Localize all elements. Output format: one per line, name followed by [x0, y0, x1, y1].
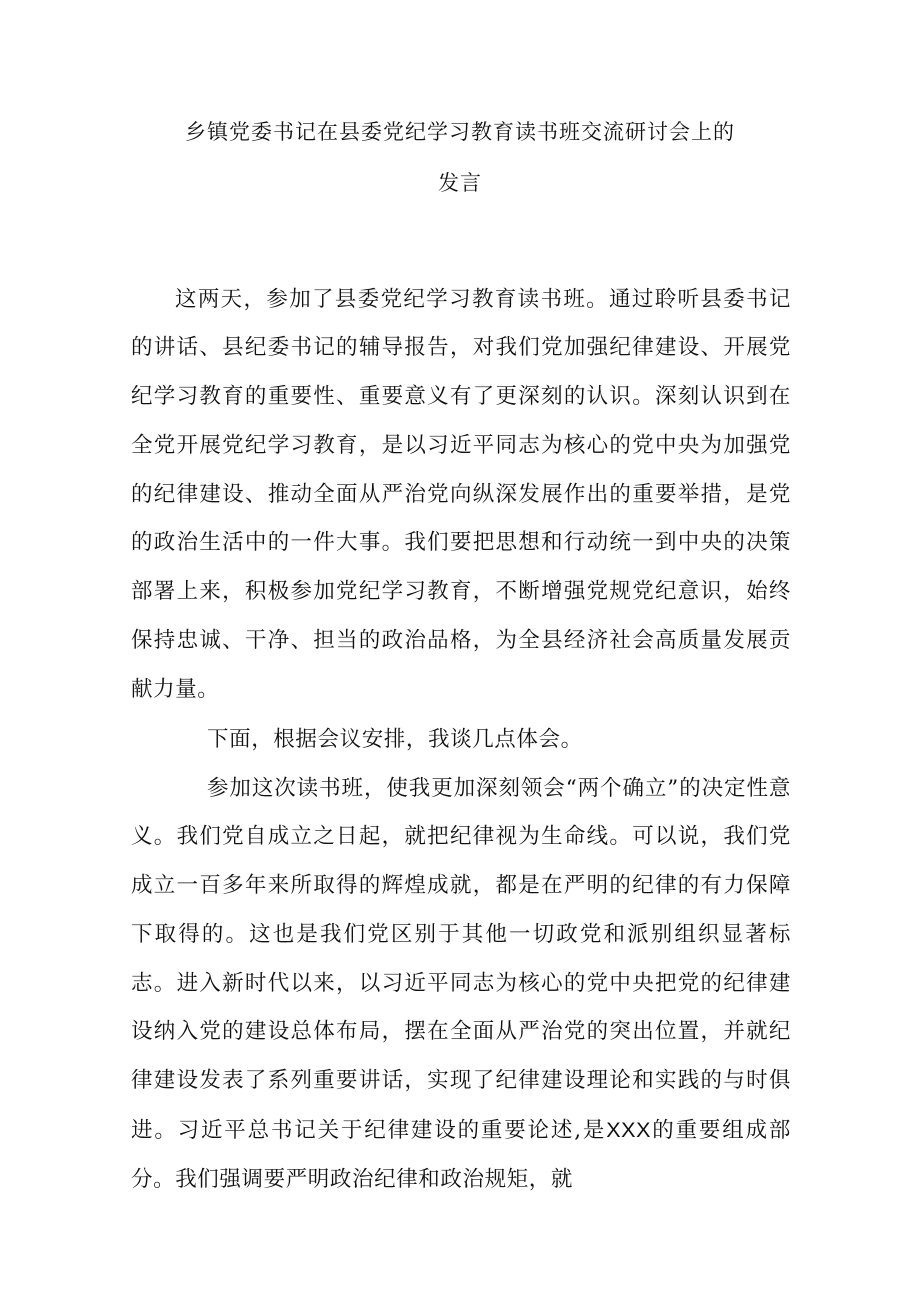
document-title-line-1: 乡镇党委书记在县委党纪学习教育读书班交流研讨会上的: [185, 120, 735, 144]
body-paragraph-3-text-b: 的重要组成部分。我们强调要严明政治纪律和政治规矩，就: [131, 1118, 791, 1192]
body-paragraph-2: 下面，根据会议安排，我谈几点体会。: [207, 726, 583, 752]
placeholder-text: XXX: [606, 1118, 652, 1143]
body-paragraph-1: 这两天，参加了县委党纪学习教育读书班。通过聆听县委书记的讲话、县纪委书记的辅导报告，对我们党加强纪律建设、开展党纪学习教育的重要性、重要意义有了更深刻的认识。深刻认识到在全党开展党纪学习教育，是以习近平同志为核心的党中央为加强党的纪律建设、推动全面从严治党向纵深发展作出的重要举措，是党的政治生活中的一件大事。我们要把思想和行动统一到中央的决策部署上来，积极参加党纪学习教育，不断增强党规党纪意识，始终保持忠诚、干净、担当的政治品格，为全县经济社会高质量发展贡献力量。: [131, 286, 791, 702]
body-paragraph-3-text-a: 参加这次读书班，使我更加深刻领会“两个确立”的决定性意义。我们党自成立之日起，就把纪律视为生命线。可以说，我们党成立一百多年来所取得的辉煌成就，都是在严明的纪律的有力保障下取得的。这也是我们党区别于其他一切政党和派别组织显著标志。进入新时代以来，以习近平同志为核心的党中央把党的纪律建设纳入党的建设总体布局，摆在全面从严治党的突出位置，并就纪律建设发表了系列重要讲话，实现了纪律建设理论和实践的与时俱进。习近平总书记关于纪律建设的重要论述,是: [131, 775, 791, 1144]
body-paragraph-3: [131, 765, 791, 1205]
document-title-line-2: 发言: [438, 171, 482, 195]
